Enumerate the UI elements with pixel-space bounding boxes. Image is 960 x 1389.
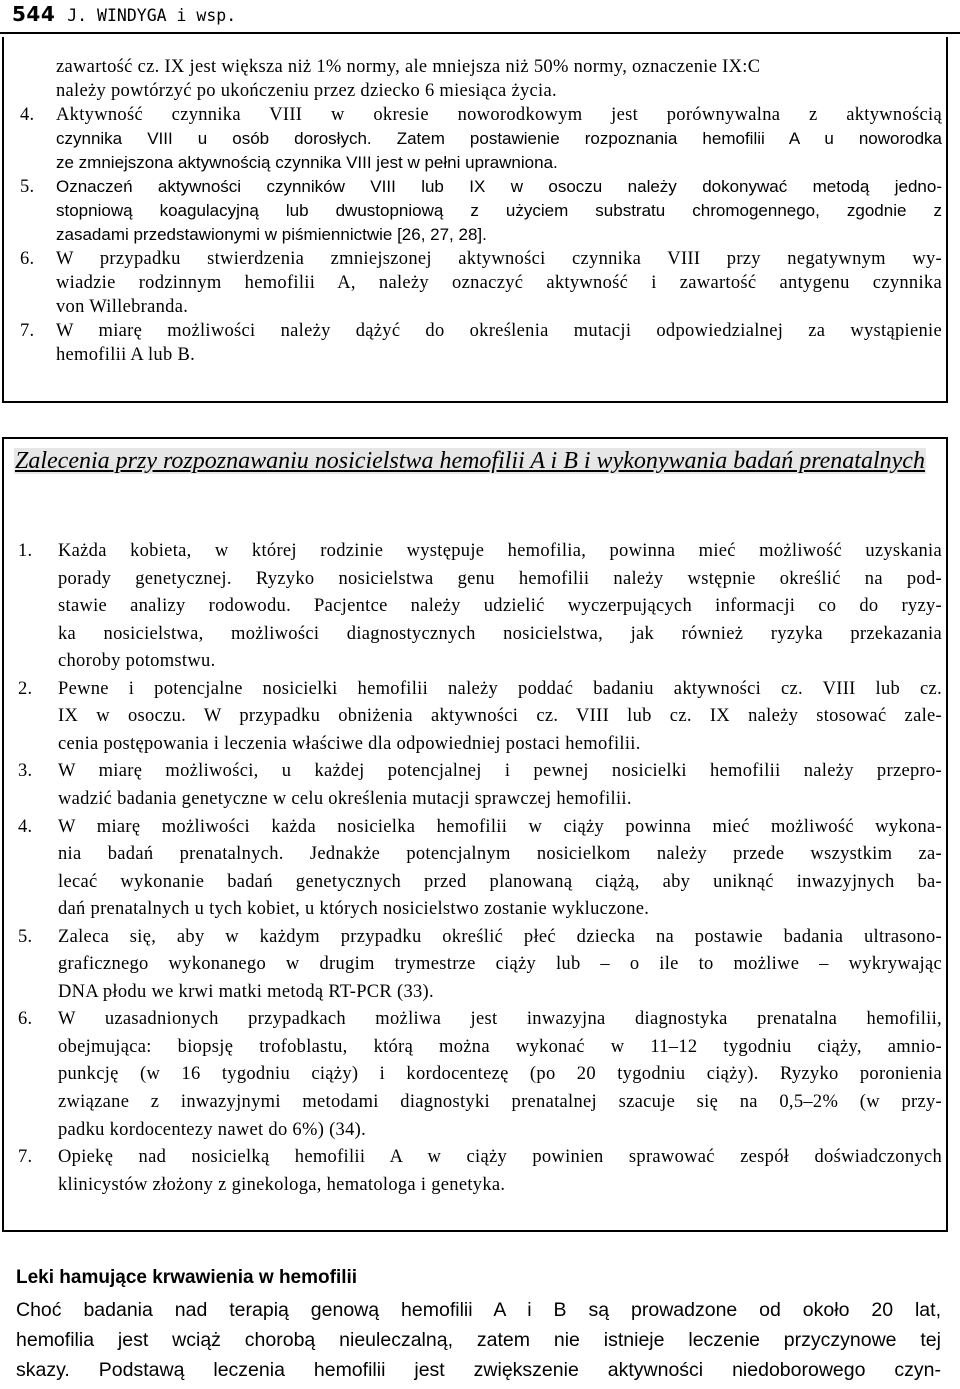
item-line: zasadami przedstawionymi w piśmiennictwie [26, 27, 28]. xyxy=(56,225,487,244)
item-line: ka nosicielstwa, możliwości diagnostycznych nosicielstwa, jak również ryzyka przekazania xyxy=(58,623,942,644)
item-line: klinicystów złożony z ginekologa, hematologa i genetyka. xyxy=(58,1174,506,1195)
box1-line-1: zawartość cz. IX jest większa niż 1% normy, ale mniejsza niż 50% normy, oznaczenie IX:C xyxy=(56,57,761,77)
paragraph-line-3: skazy. Podstawą leczenia hemofilii jest zwiększenie aktywności niedoborowego czyn- xyxy=(16,1359,941,1381)
item-line: cenia postępowania i leczenia właściwe dla odpowiedniej postaci hemofilii. xyxy=(58,733,641,754)
item-line: Aktywność czynnika VIII w okresie noworodkowym jest porównywalna z aktywnością xyxy=(56,105,942,125)
item-number: 4. xyxy=(18,816,33,837)
item-line: graficznego wykonanego w drugim trymestrze ciąży lub – o ile to możliwe – wykrywając xyxy=(58,954,942,975)
page-header xyxy=(12,2,236,28)
heading-text: Zalecenia przy rozpoznawaniu nosicielstwa hemofilii A i B i wykonywania badań prenatalnych xyxy=(15,448,925,474)
item-line: stawie analizy rodowodu. Pacjentce należy udzielić wyczerpujących informacji co do ryzy- xyxy=(58,596,942,617)
box1-line-2: należy powtórzyć po ukończeniu przez dziecko 6 miesiąca życia. xyxy=(56,81,557,101)
item-number: 7. xyxy=(20,321,35,341)
item-number: 7. xyxy=(18,1147,33,1168)
item-line: wadzić badania genetyczne w celu określenia mutacji sprawczej hemofilii. xyxy=(58,788,632,809)
item-line: DNA płodu we krwi matki metodą RT-PCR (33). xyxy=(58,981,434,1002)
item-line: nia badań prenatalnych. Jednakże potencjalnym nosicielkom należy przede wszystkim za- xyxy=(58,844,942,865)
item-line: porady genetycznej. Ryzyko nosicielstwa genu hemofilii należy wstępnie określić na pod- xyxy=(58,568,942,589)
item-line: IX w osoczu. W przypadku obniżenia aktywności cz. VIII lub cz. IX należy stosować zale- xyxy=(58,706,942,727)
item-line: von Willebranda. xyxy=(56,297,189,317)
item-line: dań prenatalnych u tych kobiet, u których nosicielstwo zostanie wykluczone. xyxy=(58,899,650,920)
item-line: punkcję (w 16 tygodniu ciąży) i kordocentezę (po 20 tygodniu ciąży). Ryzyko poronienia xyxy=(58,1064,942,1085)
item-line: choroby potomstwu. xyxy=(58,651,216,672)
item-line: padku kordocentezy nawet do 6%) (34). xyxy=(58,1119,367,1140)
running-head: J. WINDYGA i wsp. xyxy=(67,6,237,25)
section-title: Leki hamujące krwawienia w hemofilii xyxy=(16,1267,358,1288)
item-line: W przypadku stwierdzenia zmniejszonej aktywności czynnika VIII przy negatywnym wy- xyxy=(56,249,942,269)
item-number: 3. xyxy=(18,761,33,782)
item-line: W miarę możliwości należy dążyć do określenia mutacji odpowiedzialnej za wystąpienie xyxy=(56,321,942,341)
item-number: 5. xyxy=(20,177,35,197)
paragraph-line-1: Choć badania nad terapią genową hemofilii A i B są prowadzone od około 20 lat, xyxy=(16,1299,941,1321)
item-number: 4. xyxy=(20,105,35,125)
item-line: W miarę możliwości każda nosicielka hemofilii w ciąży powinna mieć możliwość wykona- xyxy=(58,816,942,837)
item-line: Pewne i potencjalne nosicielki hemofilii należy poddać badaniu aktywności cz. VIII lub cz. xyxy=(58,678,942,699)
item-line: czynnika VIII u osób dorosłych. Zatem postawienie rozpoznania hemofilii A u noworodka xyxy=(56,129,942,148)
item-line: ze zmniejszona aktywnością czynnika VIII jest w pełni uprawniona. xyxy=(56,153,558,172)
item-number: 6. xyxy=(20,249,35,269)
item-line: W miarę możliwości, u każdej potencjalnej i pewnej nosicielki hemofilii należy przepro- xyxy=(58,761,942,782)
item-line: Oznaczeń aktywności czynników VIII lub IX w osoczu należy dokonywać metodą jedno- xyxy=(56,177,942,196)
item-line: lecać wykonanie badań genetycznych przed planowaną ciążą, aby uniknąć inwazyjnych ba- xyxy=(58,871,942,892)
page-number: 544 xyxy=(12,2,56,26)
item-line: stopniową koagulacyjną lub dwustopniową z użyciem substratu chromogennego, zgodnie z xyxy=(56,201,942,220)
item-line: Opiekę nad nosicielką hemofilii A w ciąży powinien sprawować zespół doświadczonych xyxy=(58,1147,942,1168)
recommendations-box-continued xyxy=(2,37,948,403)
item-line: wiadzie rodzinnym hemofilii A, należy oznaczyć aktywność i zawartość antygenu czynnika xyxy=(56,273,942,293)
item-number: 5. xyxy=(18,926,33,947)
item-line: związane z inwazyjnymi metodami diagnostyki prenatalnej szacuje się na 0,5–2% (w przy- xyxy=(58,1091,942,1112)
item-line: Zaleca się, aby w każdym przypadku określić płeć dziecka na postawie badania ultrasono- xyxy=(58,926,942,947)
item-number: 6. xyxy=(18,1009,33,1030)
paragraph-line-2: hemofilia jest wciąż chorobą nieuleczalną, zatem nie istnieje leczenie przyczynowe tej xyxy=(16,1329,941,1351)
item-number: 2. xyxy=(18,678,33,699)
item-line: hemofilii A lub B. xyxy=(56,345,196,365)
item-line: obejmująca: biopsję trofoblastu, którą można wykonać w 11–12 tygodniu ciąży, amnio- xyxy=(58,1036,942,1057)
item-line: Każda kobieta, w której rodzinie występuje hemofilia, powinna mieć możliwość uzyskania xyxy=(58,541,942,561)
item-line: W uzasadnionych przypadkach możliwa jest inwazyjna diagnostyka prenatalna hemofilii, xyxy=(58,1009,942,1030)
recommendations-box-carriers xyxy=(2,437,948,1232)
header-rule xyxy=(0,32,960,34)
item-number: 1. xyxy=(18,541,33,561)
